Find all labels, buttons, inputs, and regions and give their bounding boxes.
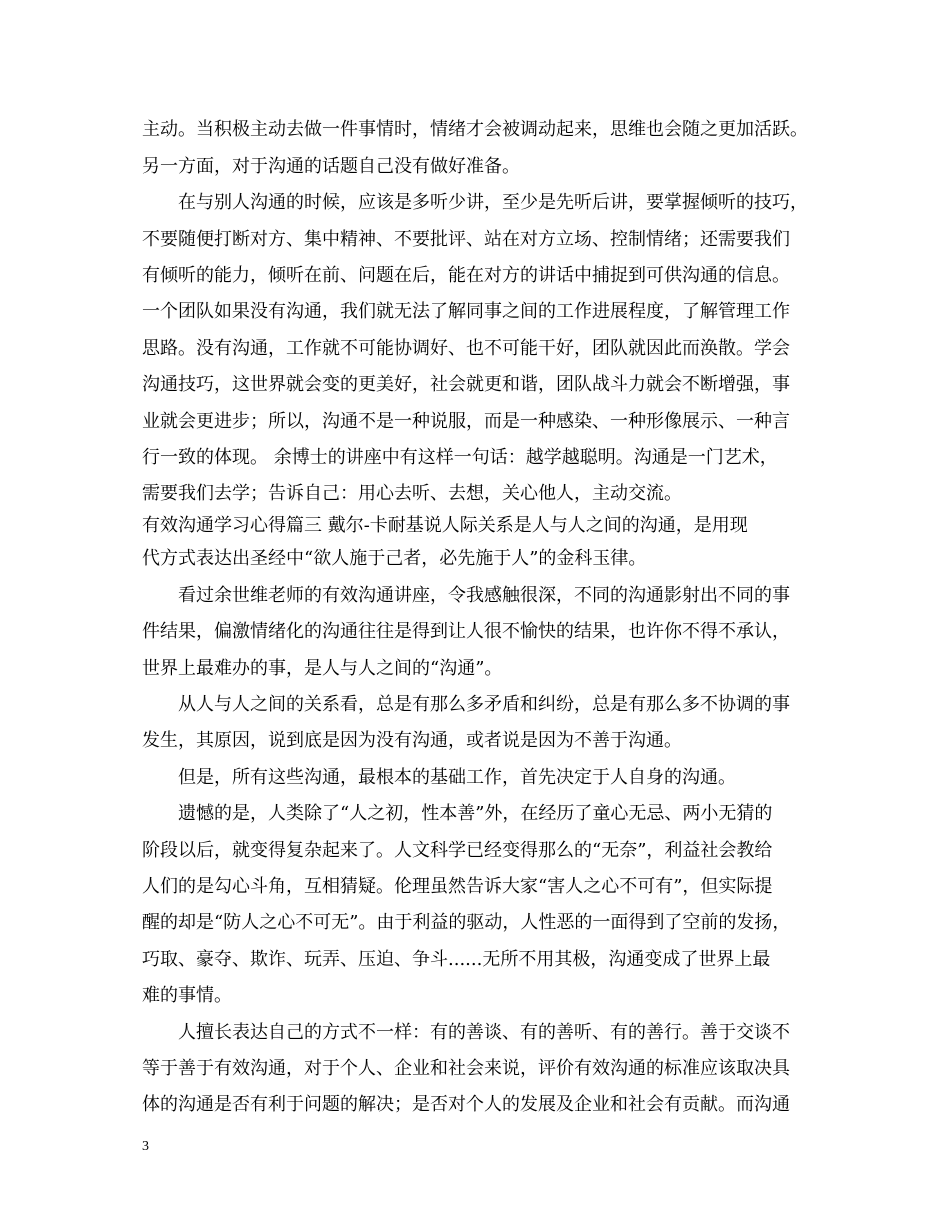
text-line: 从人与人之间的关系看，总是有那么多矛盾和纠纷，总是有那么多不协调的事 <box>178 694 790 715</box>
text-line: 人擅长表达自己的方式不一样：有的善谈、有的善听、有的善行。善于交谈不 <box>178 1022 790 1043</box>
text-line: 一个团队如果没有沟通，我们就无法了解同事之间的工作进展程度，了解管理工作 <box>142 301 790 322</box>
text-line: 遗憾的是，人类除了“人之初，性本善”外，在经历了童心无忌、两小无猜的 <box>178 803 773 824</box>
text-line: 主动。当积极主动去做一件事情时，情绪才会被调动起来，思维也会随之更加活跃。 <box>142 119 808 140</box>
text-line: 沟通技巧，这世界就会变的更美好，社会就更和谐，团队战斗力就会不断增强，事 <box>142 374 790 395</box>
text-line: 人们的是勾心斗角，互相猜疑。伦理虽然告诉大家“害人之心不可有”，但实际提 <box>142 876 773 897</box>
text-line: 思路。没有沟通，工作就不可能协调好、也不可能干好，团队就因此而涣散。学会 <box>142 338 790 359</box>
text-line: 业就会更进步；所以，沟通不是一种说服，而是一种感染、一种形像展示、一种言 <box>142 411 790 432</box>
text-line: 等于善于有效沟通，对于个人、企业和社会来说，评价有效沟通的标准应该取决具 <box>142 1058 790 1079</box>
page-number: 3 <box>142 1139 149 1154</box>
text-line: 行一致的体现。 余博士的讲座中有这样一句话：越学越聪明。沟通是一门艺术， <box>142 447 778 468</box>
text-line: 难的事情。 <box>142 985 232 1006</box>
text-line: 体的沟通是否有利于问题的解决；是否对个人的发展及企业和社会有贡献。而沟通 <box>142 1094 790 1115</box>
text-line: 在与别人沟通的时候，应该是多听少讲，至少是先听后讲，要掌握倾听的技巧， <box>178 192 808 213</box>
text-line: 另一方面，对于沟通的话题自己没有做好准备。 <box>142 156 520 177</box>
text-line: 巧取、豪夺、欺诈、玩弄、压迫、争斗......无所不用其极，沟通变成了世界上最 <box>142 949 771 970</box>
text-line: 看过余世维老师的有效沟通讲座，令我感触很深，不同的沟通影射出不同的事 <box>178 585 790 606</box>
text-line: 醒的却是“防人之心不可无”。由于利益的驱动，人性恶的一面得到了空前的发扬， <box>142 912 791 933</box>
text-line: 需要我们去学；告诉自己：用心去听、去想，关心他人，主动交流。 <box>142 483 682 504</box>
text-line: 发生，其原因，说到底是因为没有沟通，或者说是因为不善于沟通。 <box>142 730 682 751</box>
text-line: 件结果，偏激情绪化的沟通往往是得到让人很不愉快的结果，也许你不得不承认， <box>142 621 790 642</box>
text-line: 有倾听的能力，倾听在前、问题在后，能在对方的讲话中捕捉到可供沟通的信息。 <box>142 265 790 286</box>
text-line: 世界上最难办的事，是人与人之间的“沟通”。 <box>142 658 503 679</box>
text-line: 不要随便打断对方、集中精神、不要批评、站在对方立场、控制情绪；还需要我们 <box>142 229 790 250</box>
section-heading-line: 有效沟通学习心得篇三 戴尔-卡耐基说人际关系是人与人之间的沟通，是用现 <box>142 515 748 536</box>
text-line: 但是，所有这些沟通，最根本的基础工作，首先决定于人自身的沟通。 <box>178 767 736 788</box>
text-line: 代方式表达出圣经中“欲人施于己者，必先施于人”的金科玉律。 <box>142 548 647 569</box>
text-line: 阶段以后，就变得复杂起来了。人文科学已经变得那么的“无奈”，利益社会教给 <box>142 840 773 861</box>
